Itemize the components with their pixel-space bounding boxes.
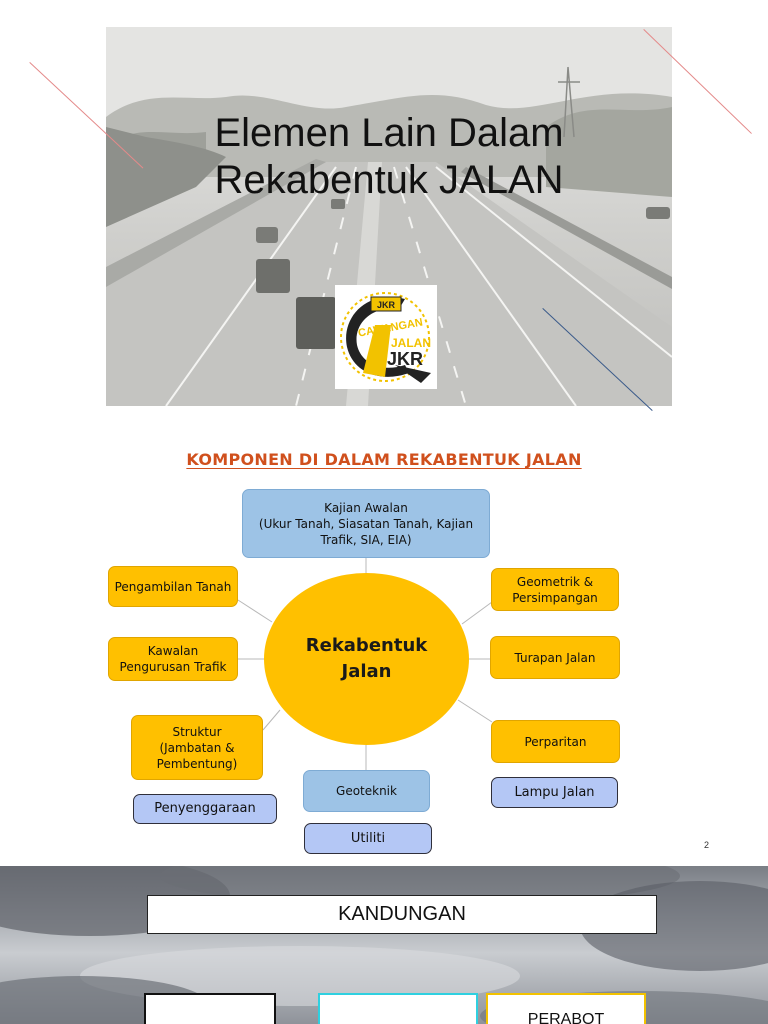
title-line-2: Rekabentuk JALAN bbox=[214, 158, 564, 202]
geometrik-line-2: Persimpangan bbox=[512, 590, 598, 605]
node-pengambilan-tanah bbox=[108, 566, 238, 607]
geoteknik-label: Geoteknik bbox=[336, 784, 397, 798]
utiliti-label: Utiliti bbox=[350, 830, 386, 846]
node-struktur bbox=[131, 715, 263, 780]
kawalan-line-1: Kawalan bbox=[147, 644, 199, 658]
center-line-1: Rekabentuk bbox=[305, 635, 428, 656]
turapan-jalan-label: Turapan Jalan bbox=[514, 650, 596, 665]
jkr-logo bbox=[335, 285, 437, 389]
kajian-awalan-line-3: Trafik, SIA, EIA) bbox=[320, 532, 412, 547]
node-perparitan bbox=[491, 720, 620, 763]
node-geometrik-persimpangan bbox=[491, 568, 619, 611]
logo-text-bottom: JKR bbox=[386, 349, 424, 369]
kajian-awalan-line-1: Kajian Awalan bbox=[324, 500, 408, 515]
node-turapan-jalan bbox=[490, 636, 620, 679]
struktur-line-3: Pembentung) bbox=[156, 756, 238, 771]
slide-title bbox=[0, 0, 768, 430]
perparitan-label: Perparitan bbox=[524, 734, 587, 749]
logo-text-arc: CAWANGAN bbox=[357, 316, 424, 340]
center-rekabentuk-jalan bbox=[264, 573, 469, 745]
kawalan-line-2: Pengurusan Trafik bbox=[119, 660, 227, 674]
page-number: 2 bbox=[704, 840, 710, 850]
node-lampu-jalan bbox=[491, 777, 618, 808]
pengambilan-tanah-label: Pengambilan Tanah bbox=[114, 579, 232, 594]
components-heading-text: KOMPONEN DI DALAM REKABENTUK JALAN bbox=[186, 450, 582, 469]
geometrik-line-1: Geometrik & bbox=[516, 574, 594, 589]
kandungan-box-3-label: PERABOT bbox=[527, 1011, 605, 1024]
node-kajian-awalan bbox=[242, 489, 490, 558]
center-line-2: Jalan bbox=[341, 661, 392, 682]
kandungan-title-box bbox=[147, 895, 657, 934]
node-penyenggaraan bbox=[133, 794, 277, 824]
node-geoteknik bbox=[303, 770, 430, 812]
title-line-1: Elemen Lain Dalam bbox=[214, 111, 564, 155]
jkr-logo-graphic bbox=[335, 285, 437, 389]
slide-title-text bbox=[106, 110, 672, 204]
node-utiliti bbox=[304, 823, 432, 854]
struktur-line-2: (Jambatan & bbox=[159, 740, 235, 755]
logo-text-top: JKR bbox=[376, 300, 396, 310]
slide-components bbox=[0, 430, 768, 864]
node-kawalan-pengurusan-trafik bbox=[108, 637, 238, 681]
slide-kandungan bbox=[0, 866, 768, 1024]
lampu-jalan-label: Lampu Jalan bbox=[514, 784, 595, 800]
struktur-line-1: Struktur bbox=[172, 724, 222, 739]
kandungan-box-1 bbox=[144, 993, 276, 1024]
kandungan-title: KANDUNGAN bbox=[338, 903, 466, 925]
logo-text-middle: JALAN bbox=[390, 336, 432, 350]
kandungan-box-3 bbox=[486, 993, 646, 1024]
kandungan-box-2 bbox=[318, 993, 478, 1024]
kajian-awalan-line-2: (Ukur Tanah, Siasatan Tanah, Kajian bbox=[258, 516, 474, 531]
penyenggaraan-label: Penyenggaraan bbox=[154, 801, 256, 816]
